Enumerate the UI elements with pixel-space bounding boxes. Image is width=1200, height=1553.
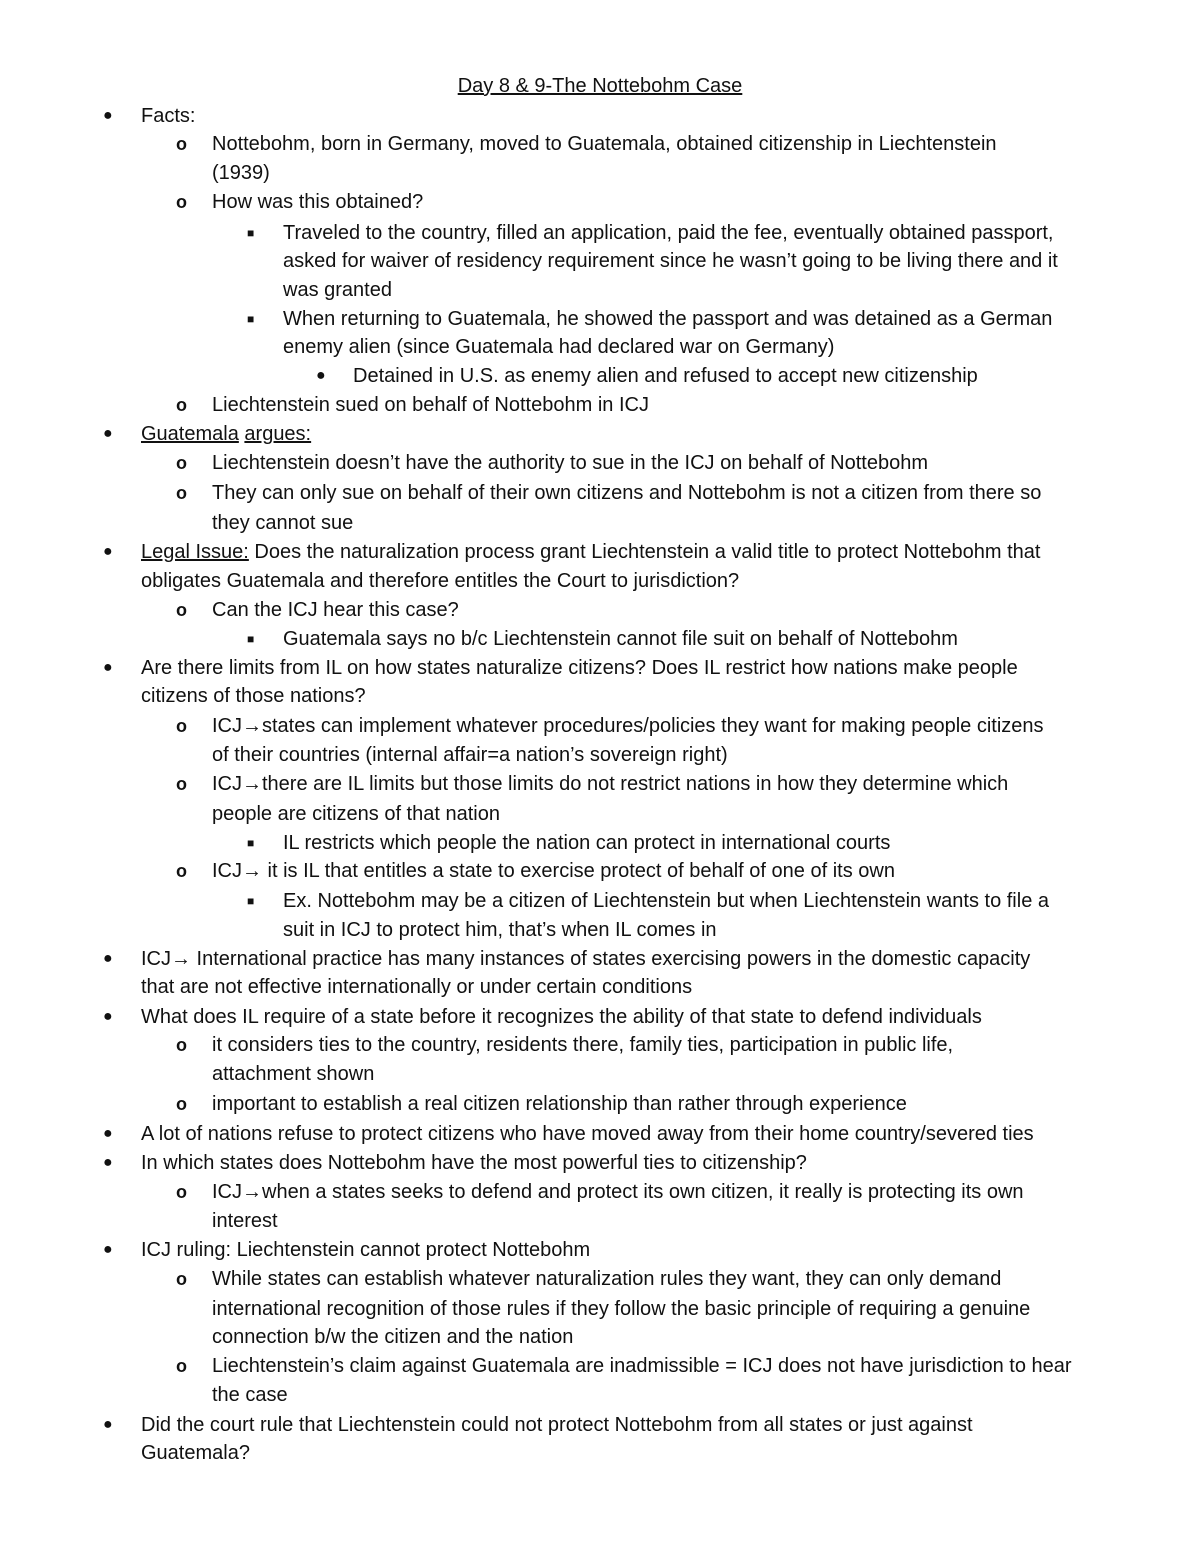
bullet-circle: o xyxy=(176,1269,187,1289)
list-item-continuation: that are not effective internationally or under certain conditions xyxy=(141,976,693,998)
heading-legal-issue: Legal Issue: xyxy=(141,541,249,563)
list-item: ICJ→states can implement whatever procedures/policies they want for making people citizens xyxy=(212,715,1044,737)
bullet-square: ■ xyxy=(247,632,255,646)
list-item: ICJ→when a states seeks to defend and protect its own citizen, it really is protecting its own xyxy=(212,1181,1024,1203)
bullet-filled: ● xyxy=(103,950,113,967)
list-item-continuation: connection b/w the citizen and the nation xyxy=(212,1326,574,1348)
bullet-circle: o xyxy=(176,600,187,620)
list-item: A lot of nations refuse to protect citizens who have moved away from their home country/severed ties xyxy=(141,1123,1034,1145)
list-item-continuation: of their countries (internal affair=a nation’s sovereign right) xyxy=(212,744,728,766)
list-item: Detained in U.S. as enemy alien and refused to accept new citizenship xyxy=(353,365,978,387)
section-guatemala-argues xyxy=(141,421,311,447)
bullet-filled: ● xyxy=(103,1416,113,1433)
heading-guatemala: Guatemala xyxy=(141,423,239,445)
list-item: How was this obtained? xyxy=(212,191,424,213)
bullet-square: ■ xyxy=(247,836,255,850)
bullet-square: ■ xyxy=(247,226,255,240)
list-item-continuation: the case xyxy=(212,1384,288,1406)
list-item-continuation: enemy alien (since Guatemala had declared war on Germany) xyxy=(283,336,835,358)
list-item: Can the ICJ hear this case? xyxy=(212,599,459,621)
section-legal-issue xyxy=(141,539,1040,565)
bullet-circle: o xyxy=(176,134,187,154)
list-item-continuation: they cannot sue xyxy=(212,512,354,534)
list-item: it considers ties to the country, residents there, family ties, participation in public life, xyxy=(212,1034,954,1056)
bullet-circle: o xyxy=(176,453,187,473)
list-item: Liechtenstein sued on behalf of Nottebohm in ICJ xyxy=(212,394,649,416)
bullet-circle: o xyxy=(176,1035,187,1055)
list-item: ICJ→ it is IL that entitles a state to exercise protect of behalf of one of its own xyxy=(212,860,895,882)
section-facts: Facts: xyxy=(141,105,196,127)
list-item: In which states does Nottebohm have the most powerful ties to citizenship? xyxy=(141,1152,807,1174)
bullet-filled: ● xyxy=(316,367,326,384)
list-item: Liechtenstein doesn’t have the authority to sue in the ICJ on behalf of Nottebohm xyxy=(212,452,929,474)
list-item: They can only sue on behalf of their own citizens and Nottebohm is not a citizen from there so xyxy=(212,482,1042,504)
list-item: Traveled to the country, filled an application, paid the fee, eventually obtained passport, xyxy=(283,222,1054,244)
bullet-filled: ● xyxy=(103,543,113,560)
list-item: Did the court rule that Liechtenstein could not protect Nottebohm from all states or just against xyxy=(141,1414,973,1436)
list-item: What does IL require of a state before it recognizes the ability of that state to defend individuals xyxy=(141,1006,982,1028)
list-item: IL restricts which people the nation can protect in international courts xyxy=(283,832,891,854)
list-item: ICJ ruling: Liechtenstein cannot protect Nottebohm xyxy=(141,1239,591,1261)
bullet-square: ■ xyxy=(247,894,255,908)
bullet-circle: o xyxy=(176,774,187,794)
list-item: Nottebohm, born in Germany, moved to Guatemala, obtained citizenship in Liechtenstein xyxy=(212,133,997,155)
list-item: Guatemala says no b/c Liechtenstein cannot file suit on behalf of Nottebohm xyxy=(283,628,958,650)
heading-argues: argues: xyxy=(244,423,312,445)
bullet-square: ■ xyxy=(247,312,255,326)
bullet-filled: ● xyxy=(103,1154,113,1171)
list-item-continuation: international recognition of those rules if they follow the basic principle of requiring a genuine xyxy=(212,1298,1031,1320)
page-title: Day 8 & 9-The Nottebohm Case xyxy=(457,75,743,97)
list-item: While states can establish whatever naturalization rules they want, they can only demand xyxy=(212,1268,1002,1290)
bullet-filled: ● xyxy=(103,1241,113,1258)
bullet-circle: o xyxy=(176,1356,187,1376)
list-item-continuation: Guatemala? xyxy=(141,1442,250,1464)
list-item: ICJ→there are IL limits but those limits do not restrict nations in how they determine which xyxy=(212,773,1009,795)
bullet-circle: o xyxy=(176,861,187,881)
list-item-continuation: (1939) xyxy=(212,162,270,184)
bullet-circle: o xyxy=(176,395,187,415)
list-item-continuation: citizens of those nations? xyxy=(141,685,366,707)
list-item: ICJ→ International practice has many instances of states exercising powers in the domestic capacity xyxy=(141,948,1031,970)
bullet-filled: ● xyxy=(103,1125,113,1142)
list-item: Ex. Nottebohm may be a citizen of Liechtenstein but when Liechtenstein wants to file a xyxy=(283,890,1049,912)
list-item-continuation: attachment shown xyxy=(212,1063,375,1085)
list-item: Liechtenstein’s claim against Guatemala are inadmissible = ICJ does not have jurisdiction to hear xyxy=(212,1355,1072,1377)
bullet-circle: o xyxy=(176,716,187,736)
bullet-filled: ● xyxy=(103,107,113,124)
list-item: Are there limits from IL on how states naturalize citizens? Does IL restrict how nations make people xyxy=(141,657,1018,679)
bullet-filled: ● xyxy=(103,659,113,676)
bullet-filled: ● xyxy=(103,425,113,442)
list-item-continuation: obligates Guatemala and therefore entitles the Court to jurisdiction? xyxy=(141,570,740,592)
bullet-circle: o xyxy=(176,192,187,212)
list-item-continuation: asked for waiver of residency requirement since he wasn’t going to be living there and it xyxy=(283,250,1058,272)
bullet-filled: ● xyxy=(103,1008,113,1025)
bullet-circle: o xyxy=(176,483,187,503)
list-item-continuation: suit in ICJ to protect him, that’s when IL comes in xyxy=(283,919,717,941)
list-item: When returning to Guatemala, he showed the passport and was detained as a German xyxy=(283,308,1053,330)
list-item-continuation: interest xyxy=(212,1210,278,1232)
list-item: important to establish a real citizen relationship than rather through experience xyxy=(212,1093,907,1115)
list-item-continuation: people are citizens of that nation xyxy=(212,803,500,825)
list-item-continuation: was granted xyxy=(283,279,392,301)
legal-issue-text: Does the naturalization process grant Liechtenstein a valid title to protect Nottebohm that xyxy=(248,541,1041,563)
bullet-circle: o xyxy=(176,1094,187,1114)
bullet-circle: o xyxy=(176,1182,187,1202)
